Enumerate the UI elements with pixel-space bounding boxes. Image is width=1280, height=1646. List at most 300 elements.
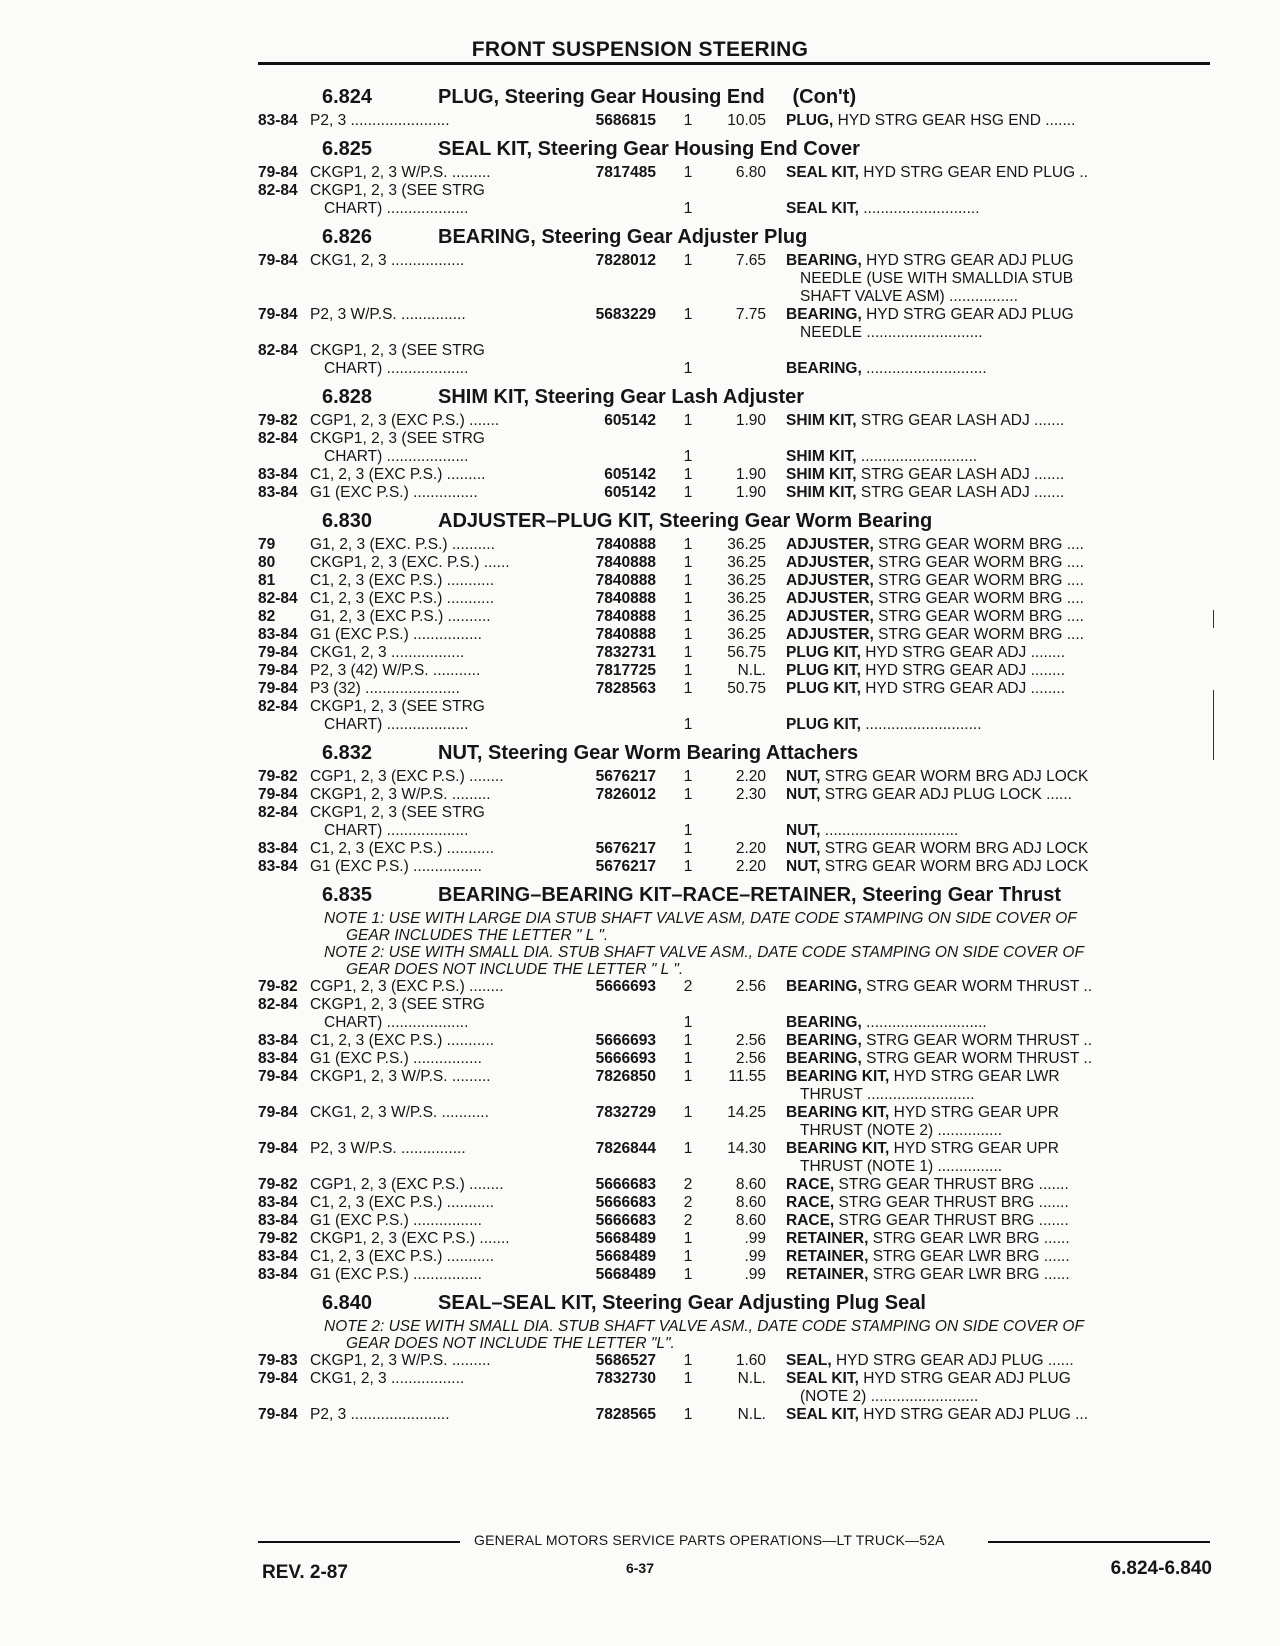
description-line <box>786 200 1210 218</box>
description-line <box>786 1230 1210 1248</box>
section-number: 6.825 <box>322 138 373 160</box>
price: 56.75 <box>727 644 766 661</box>
description-text: STRG GEAR THRUST BRG ....... <box>834 1176 1069 1193</box>
model-years: 79-82 <box>258 978 298 995</box>
quantity: 1 <box>683 112 693 129</box>
description-line <box>786 1050 1210 1068</box>
section-title: SEAL–SEAL KIT, Steering Gear Adjusting Plug Seal <box>438 1292 926 1314</box>
part-description <box>786 786 1210 804</box>
description-text: STRG GEAR WORM BRG .... <box>873 572 1084 589</box>
quantity: 1 <box>683 1352 693 1369</box>
footer-rule-right <box>988 1541 1210 1543</box>
section-title: NUT, Steering Gear Worm Bearing Attachers <box>438 742 859 764</box>
section-title: BEARING, Steering Gear Adjuster Plug <box>438 226 808 248</box>
description-noun: RETAINER, <box>786 1266 869 1283</box>
model-line: CGP1, 2, 3 (EXC P.S.) ........ <box>310 1176 504 1193</box>
description-line <box>786 1406 1210 1424</box>
part-number: 7826012 <box>595 786 656 803</box>
model-line: CHART) ................... <box>324 822 469 839</box>
part-row <box>258 430 1210 466</box>
part-row <box>258 804 1210 840</box>
part-description <box>786 572 1210 590</box>
description-noun: ADJUSTER, <box>786 554 874 571</box>
description-noun: SEAL KIT, <box>786 1370 859 1387</box>
model-line: CKG1, 2, 3 ................. <box>310 1370 465 1387</box>
part-description <box>786 662 1210 680</box>
part-description <box>786 484 1210 502</box>
footer-section-range: 6.824-6.840 <box>1110 1558 1212 1579</box>
quantity: 1 <box>683 626 693 643</box>
description-noun: SEAL KIT, <box>786 164 859 181</box>
model-applicability <box>310 164 580 182</box>
description-noun: BEARING, <box>786 360 862 377</box>
quantity: 1 <box>683 1104 693 1121</box>
model-years: 82-84 <box>258 342 298 359</box>
part-description <box>786 1230 1210 1248</box>
part-row <box>258 182 1210 218</box>
description-line <box>786 1370 1210 1388</box>
description-noun: PLUG KIT, <box>786 716 861 733</box>
model-years: 83-84 <box>258 1050 298 1067</box>
description-text: HYD STRG GEAR ADJ PLUG ... <box>858 1406 1089 1423</box>
section-heading <box>258 742 1210 765</box>
description-line <box>786 644 1210 662</box>
description-noun: NUT, <box>786 840 821 857</box>
model-line: G1, 2, 3 (EXC P.S.) .......... <box>310 608 491 625</box>
model-line: CKGP1, 2, 3 (SEE STRG <box>310 182 485 199</box>
part-number: 7840888 <box>595 608 656 625</box>
description-text: ........................... <box>860 716 982 733</box>
part-description <box>786 1014 1210 1032</box>
part-description <box>786 1352 1210 1370</box>
model-line: CHART) ................... <box>324 448 469 465</box>
price: 2.20 <box>735 840 766 857</box>
part-row <box>258 698 1210 734</box>
model-line: G1, 2, 3 (EXC. P.S.) .......... <box>310 536 495 553</box>
part-row <box>258 978 1210 996</box>
model-years: 82-84 <box>258 698 298 715</box>
model-applicability <box>310 662 580 680</box>
description-text: STRG GEAR WORM BRG .... <box>873 536 1084 553</box>
part-number: 5676217 <box>595 858 656 875</box>
quantity: 1 <box>683 1140 693 1157</box>
note-line: GEAR DOES NOT INCLUDE THE LETTER " L ". <box>346 961 684 978</box>
model-applicability <box>310 626 580 644</box>
part-row <box>258 1104 1210 1140</box>
model-applicability <box>310 858 580 876</box>
model-line: CHART) ................... <box>324 360 469 377</box>
description-text: STRG GEAR WORM BRG .... <box>873 626 1084 643</box>
description-noun: SEAL KIT, <box>786 1406 859 1423</box>
part-number: 5666683 <box>595 1194 656 1211</box>
model-years: 79-82 <box>258 768 298 785</box>
part-number: 5676217 <box>595 840 656 857</box>
model-years: 83-84 <box>258 840 298 857</box>
price: 36.25 <box>727 626 766 643</box>
description-text: HYD STRG GEAR ADJ PLUG <box>861 252 1074 269</box>
quantity: 1 <box>683 1406 693 1423</box>
part-number: 605142 <box>604 412 656 429</box>
price: 36.25 <box>727 554 766 571</box>
model-applicability <box>310 840 580 858</box>
description-line: (NOTE 2) ......................... <box>800 1388 979 1405</box>
description-line <box>786 536 1210 554</box>
parts-listing <box>258 78 1210 1424</box>
part-row <box>258 1140 1210 1176</box>
quantity: 1 <box>683 448 693 465</box>
part-number: 5686527 <box>595 1352 656 1369</box>
price: 2.56 <box>735 1050 766 1067</box>
part-row <box>258 306 1210 342</box>
part-number: 7832729 <box>595 1104 656 1121</box>
model-line: C1, 2, 3 (EXC P.S.) ........... <box>310 840 495 857</box>
quantity: 1 <box>683 662 693 679</box>
model-applicability <box>310 484 580 502</box>
model-line: CHART) ................... <box>324 1014 469 1031</box>
part-row <box>258 252 1210 306</box>
part-description <box>786 822 1210 840</box>
description-noun: RETAINER, <box>786 1248 869 1265</box>
part-description <box>786 200 1210 218</box>
description-line <box>786 1266 1210 1284</box>
description-text: HYD STRG GEAR UPR <box>889 1140 1060 1157</box>
quantity: 1 <box>683 680 693 697</box>
model-line: C1, 2, 3 (EXC P.S.) ......... <box>310 466 486 483</box>
part-row <box>258 1176 1210 1194</box>
model-line: G1 (EXC P.S.) ................ <box>310 1212 482 1229</box>
section-heading <box>258 386 1210 409</box>
part-number: 7840888 <box>595 572 656 589</box>
model-line: G1 (EXC P.S.) ................ <box>310 1050 482 1067</box>
description-line <box>786 1212 1210 1230</box>
description-text: STRG GEAR LWR BRG ...... <box>868 1248 1070 1265</box>
description-text: HYD STRG GEAR ADJ PLUG ...... <box>831 1352 1074 1369</box>
part-description <box>786 1050 1210 1068</box>
footer-publisher: GENERAL MOTORS SERVICE PARTS OPERATIONS—LT TRUCK—52A <box>474 1532 945 1548</box>
price: 1.60 <box>735 1352 766 1369</box>
price: 2.20 <box>735 858 766 875</box>
model-years: 82-84 <box>258 182 298 199</box>
model-applicability <box>310 804 580 840</box>
part-number: 7817485 <box>595 164 656 181</box>
footer-revision: REV. 2-87 <box>262 1562 348 1583</box>
part-row <box>258 608 1210 626</box>
part-row <box>258 1212 1210 1230</box>
quantity: 1 <box>683 536 693 553</box>
description-text: STRG GEAR LWR BRG ...... <box>868 1266 1070 1283</box>
description-text: STRG GEAR WORM BRG .... <box>873 554 1084 571</box>
section-title: ADJUSTER–PLUG KIT, Steering Gear Worm Bearing <box>438 510 933 532</box>
model-line: CKG1, 2, 3 W/P.S. ........... <box>310 1104 489 1121</box>
part-row <box>258 112 1210 130</box>
part-description <box>786 1370 1210 1406</box>
model-years: 83-84 <box>258 112 298 129</box>
model-applicability <box>310 996 580 1032</box>
description-line <box>786 484 1210 502</box>
price: 50.75 <box>727 680 766 697</box>
part-row <box>258 342 1210 378</box>
section-number: 6.832 <box>322 742 373 764</box>
part-row <box>258 466 1210 484</box>
part-description <box>786 1068 1210 1104</box>
model-line: CGP1, 2, 3 (EXC P.S.) ........ <box>310 978 504 995</box>
model-applicability <box>310 680 580 698</box>
description-noun: BEARING, <box>786 1014 862 1031</box>
part-description <box>786 1406 1210 1424</box>
part-row <box>258 590 1210 608</box>
part-number: 7840888 <box>595 626 656 643</box>
part-row <box>258 858 1210 876</box>
description-noun: BEARING, <box>786 306 862 323</box>
model-years: 79-84 <box>258 306 298 323</box>
description-line <box>786 1248 1210 1266</box>
quantity: 1 <box>683 1230 693 1247</box>
model-line: CKGP1, 2, 3 (SEE STRG <box>310 804 485 821</box>
model-line: G1 (EXC P.S.) ................ <box>310 1266 482 1283</box>
description-noun: ADJUSTER, <box>786 590 874 607</box>
note-line: GEAR DOES NOT INCLUDE THE LETTER "L". <box>346 1335 675 1352</box>
model-applicability <box>310 1050 580 1068</box>
model-years: 79-82 <box>258 1230 298 1247</box>
part-number: 7828012 <box>595 252 656 269</box>
model-years: 79-84 <box>258 1370 298 1387</box>
model-years: 79-84 <box>258 252 298 269</box>
part-description <box>786 1104 1210 1140</box>
part-row <box>258 1266 1210 1284</box>
model-applicability <box>310 978 580 996</box>
model-years: 79-84 <box>258 1140 298 1157</box>
model-applicability <box>310 1176 580 1194</box>
quantity: 1 <box>683 768 693 785</box>
description-line <box>786 786 1210 804</box>
description-text: HYD STRG GEAR HSG END ....... <box>833 112 1076 129</box>
model-line: P2, 3 (42) W/P.S. ........... <box>310 662 481 679</box>
description-line <box>786 360 1210 378</box>
model-applicability <box>310 1068 580 1086</box>
section-note <box>324 1318 1208 1352</box>
description-line <box>786 768 1210 786</box>
description-text: HYD STRG GEAR ADJ PLUG <box>858 1370 1071 1387</box>
part-description <box>786 412 1210 430</box>
description-text: ........................... <box>858 200 980 217</box>
description-line <box>786 840 1210 858</box>
model-years: 80 <box>258 554 276 571</box>
model-applicability <box>310 342 580 378</box>
section-heading <box>258 1292 1210 1315</box>
description-text: STRG GEAR LWR BRG ...... <box>868 1230 1070 1247</box>
description-noun: BEARING, <box>786 1032 862 1049</box>
model-years: 83-84 <box>258 484 298 501</box>
model-line: C1, 2, 3 (EXC P.S.) ........... <box>310 590 495 607</box>
description-line <box>786 1140 1210 1158</box>
model-line: CHART) ................... <box>324 200 469 217</box>
price: 7.75 <box>735 306 766 323</box>
quantity: 1 <box>683 1014 693 1031</box>
description-line <box>786 252 1210 270</box>
model-applicability <box>310 430 580 466</box>
part-row <box>258 996 1210 1032</box>
model-line: G1 (EXC P.S.) ................ <box>310 626 482 643</box>
description-line <box>786 716 1210 734</box>
model-applicability <box>310 1032 580 1050</box>
description-text: HYD STRG GEAR ADJ ........ <box>860 644 1066 661</box>
quantity: 1 <box>683 252 693 269</box>
quantity: 1 <box>683 572 693 589</box>
model-years: 79-84 <box>258 1068 298 1085</box>
description-line <box>786 822 1210 840</box>
model-years: 79-83 <box>258 1352 298 1369</box>
description-line <box>786 1352 1210 1370</box>
price: 2.20 <box>735 768 766 785</box>
section-title: SEAL KIT, Steering Gear Housing End Cover <box>438 138 860 160</box>
description-line <box>786 164 1210 182</box>
description-line <box>786 1176 1210 1194</box>
model-line: C1, 2, 3 (EXC P.S.) ........... <box>310 1248 495 1265</box>
part-row <box>258 1406 1210 1424</box>
description-text: STRG GEAR WORM THRUST .. <box>861 1050 1093 1067</box>
description-text: STRG GEAR LASH ADJ ....... <box>856 466 1065 483</box>
model-line: CKGP1, 2, 3 (SEE STRG <box>310 698 485 715</box>
description-text: STRG GEAR WORM BRG .... <box>873 608 1084 625</box>
description-text: STRG GEAR WORM BRG ADJ LOCK <box>820 840 1089 857</box>
description-line <box>786 680 1210 698</box>
model-line: P2, 3 W/P.S. ............... <box>310 306 466 323</box>
model-line: CGP1, 2, 3 (EXC P.S.) ........ <box>310 768 504 785</box>
description-text: STRG GEAR ADJ PLUG LOCK ...... <box>820 786 1072 803</box>
description-line <box>786 112 1210 130</box>
part-description <box>786 554 1210 572</box>
description-text: HYD STRG GEAR END PLUG .. <box>858 164 1089 181</box>
description-noun: ADJUSTER, <box>786 608 874 625</box>
model-line: CGP1, 2, 3 (EXC P.S.) ....... <box>310 412 500 429</box>
model-years: 81 <box>258 572 276 589</box>
model-years: 83-84 <box>258 626 298 643</box>
section-heading <box>258 510 1210 533</box>
part-description <box>786 360 1210 378</box>
description-text: HYD STRG GEAR UPR <box>889 1104 1060 1121</box>
description-noun: NUT, <box>786 822 821 839</box>
footer-rule-left <box>258 1541 460 1543</box>
description-line <box>786 978 1210 996</box>
description-text: ............................ <box>861 1014 987 1031</box>
part-number: 5666683 <box>595 1176 656 1193</box>
quantity: 1 <box>683 786 693 803</box>
model-applicability <box>310 590 580 608</box>
model-applicability <box>310 306 580 324</box>
model-applicability <box>310 644 580 662</box>
description-noun: RACE, <box>786 1212 835 1229</box>
description-noun: PLUG KIT, <box>786 680 861 697</box>
model-line: C1, 2, 3 (EXC P.S.) ........... <box>310 1032 495 1049</box>
price: .99 <box>744 1248 766 1265</box>
description-noun: SEAL, <box>786 1352 832 1369</box>
description-noun: NUT, <box>786 786 821 803</box>
price: 8.60 <box>735 1194 766 1211</box>
quantity: 1 <box>683 1266 693 1283</box>
part-number: 5668489 <box>595 1266 656 1283</box>
model-years: 79-82 <box>258 1176 298 1193</box>
model-line: G1 (EXC P.S.) ................ <box>310 858 482 875</box>
model-years: 79-82 <box>258 412 298 429</box>
part-row <box>258 572 1210 590</box>
part-description <box>786 858 1210 876</box>
price: 1.90 <box>735 412 766 429</box>
part-number: 5686815 <box>595 112 656 129</box>
model-applicability <box>310 572 580 590</box>
model-line: CKGP1, 2, 3 W/P.S. ......... <box>310 164 491 181</box>
quantity: 1 <box>683 1068 693 1085</box>
model-line: CKGP1, 2, 3 W/P.S. ......... <box>310 786 491 803</box>
quantity: 1 <box>683 164 693 181</box>
part-description <box>786 252 1210 306</box>
model-line: P3 (32) ...................... <box>310 680 460 697</box>
section-heading <box>258 226 1210 249</box>
model-applicability <box>310 412 580 430</box>
part-number: 605142 <box>604 466 656 483</box>
price: 1.90 <box>735 466 766 483</box>
model-applicability <box>310 608 580 626</box>
description-noun: BEARING, <box>786 1050 862 1067</box>
description-noun: ADJUSTER, <box>786 572 874 589</box>
section-title: SHIM KIT, Steering Gear Lash Adjuster <box>438 386 805 408</box>
description-line <box>786 448 1210 466</box>
note-line: GEAR INCLUDES THE LETTER " L ". <box>346 927 609 944</box>
model-line: CHART) ................... <box>324 716 469 733</box>
price: 36.25 <box>727 608 766 625</box>
part-row <box>258 554 1210 572</box>
description-text: STRG GEAR THRUST BRG ....... <box>834 1212 1069 1229</box>
model-line: P2, 3 W/P.S. ............... <box>310 1140 466 1157</box>
description-line <box>786 608 1210 626</box>
model-years: 82 <box>258 608 276 625</box>
part-description <box>786 1176 1210 1194</box>
price: 2.56 <box>735 1032 766 1049</box>
price: N.L. <box>737 662 766 679</box>
part-number: 7826844 <box>595 1140 656 1157</box>
description-text: HYD STRG GEAR ADJ ........ <box>860 680 1066 697</box>
part-description <box>786 1266 1210 1284</box>
section-heading <box>258 884 1210 907</box>
part-row <box>258 786 1210 804</box>
part-row <box>258 1068 1210 1104</box>
price: 14.30 <box>727 1140 766 1157</box>
description-line <box>786 1014 1210 1032</box>
part-number: 5666693 <box>595 1050 656 1067</box>
quantity: 1 <box>683 590 693 607</box>
price: 2.30 <box>735 786 766 803</box>
price: 2.56 <box>735 978 766 995</box>
model-years: 83-84 <box>258 1194 298 1211</box>
part-description <box>786 1032 1210 1050</box>
description-noun: SHIM KIT, <box>786 466 857 483</box>
price: 36.25 <box>727 590 766 607</box>
part-number: 7840888 <box>595 536 656 553</box>
description-line <box>786 590 1210 608</box>
quantity: 2 <box>683 1194 693 1211</box>
description-text: HYD STRG GEAR ADJ ........ <box>860 662 1066 679</box>
footer-page-number: 6-37 <box>625 1560 655 1576</box>
quantity: 1 <box>683 608 693 625</box>
title-rule <box>258 62 1210 65</box>
model-line: CKGP1, 2, 3 (EXC P.S.) ....... <box>310 1230 510 1247</box>
description-text: STRG GEAR WORM BRG ADJ LOCK <box>820 858 1089 875</box>
quantity: 1 <box>683 644 693 661</box>
section-note <box>324 910 1208 944</box>
description-line <box>786 858 1210 876</box>
section-number: 6.835 <box>322 884 373 906</box>
price: 8.60 <box>735 1212 766 1229</box>
part-description <box>786 1248 1210 1266</box>
